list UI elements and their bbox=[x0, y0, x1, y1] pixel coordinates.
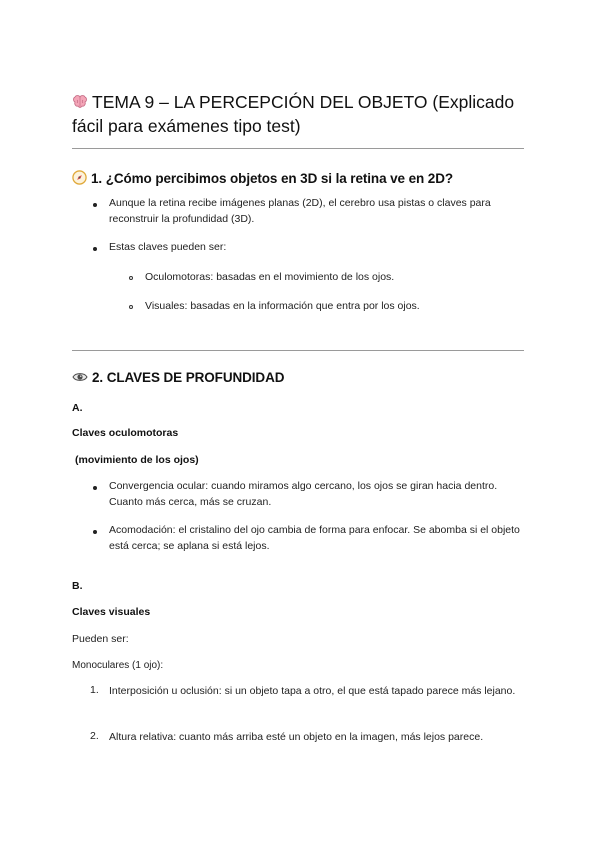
section2-a-label: A. bbox=[72, 402, 83, 414]
section1-heading bbox=[72, 168, 453, 186]
section2-a-subtitle: (movimiento de los ojos) bbox=[75, 454, 199, 466]
page-title-text: TEMA 9 – LA PERCEPCIÓN DEL OBJETO (Explicado fácil para exámenes tipo test) bbox=[72, 92, 515, 136]
bullet-marker bbox=[93, 247, 97, 251]
brain-icon bbox=[72, 95, 88, 109]
bullet-marker bbox=[93, 486, 97, 490]
section2-heading-text: 2. CLAVES DE PROFUNDIDAD bbox=[92, 370, 285, 385]
section1-bullet-2: Estas claves pueden ser: bbox=[109, 241, 227, 253]
section2-a-bullet-1: Convergencia ocular: cuando miramos algo cercano, los ojos se giran hacia dentro. Cuanto más cerca, más se cruzan. bbox=[109, 480, 498, 508]
divider bbox=[72, 350, 524, 351]
eye-icon bbox=[72, 371, 88, 383]
compass-icon bbox=[72, 170, 87, 185]
section2-b-title: Claves visuales bbox=[72, 606, 151, 618]
divider bbox=[72, 148, 524, 149]
section1-bullet-1: Aunque la retina recibe imágenes planas (2D), el cerebro usa pistas o claves para reconstruir la profundidad (3D). bbox=[109, 197, 491, 225]
section2-a-bullet-2: Acomodación: el cristalino del ojo cambia de forma para enfocar. Se abomba si el objeto está cerca; se aplana si está lejos. bbox=[109, 524, 520, 552]
list-number: 1. bbox=[90, 684, 99, 696]
section1-subbullet-2: Visuales: basadas en la información que entra por los ojos. bbox=[145, 300, 420, 312]
section2-b-label: B. bbox=[72, 580, 83, 592]
section1-subbullet-1: Oculomotoras: basadas en el movimiento de los ojos. bbox=[145, 271, 395, 283]
list-number: 2. bbox=[90, 730, 99, 742]
section2-a-title: Claves oculomotoras bbox=[72, 427, 179, 439]
numbered-item-2: Altura relativa: cuanto más arriba esté un objeto en la imagen, más lejos parece. bbox=[109, 731, 484, 743]
page-title bbox=[72, 90, 542, 138]
monocular-label: Monoculares (1 ojo): bbox=[72, 660, 164, 671]
numbered-item-1: Interposición u oclusión: si un objeto tapa a otro, el que está tapado parece más lejano. bbox=[109, 685, 516, 697]
bullet-marker bbox=[93, 203, 97, 207]
sub-bullet-marker bbox=[129, 305, 133, 309]
sub-bullet-marker bbox=[129, 276, 133, 280]
section2-b-intro: Pueden ser: bbox=[72, 633, 129, 645]
bullet-marker bbox=[93, 530, 97, 534]
section1-heading-text: 1. ¿Cómo percibimos objetos en 3D si la retina ve en 2D? bbox=[91, 171, 453, 186]
section2-heading bbox=[72, 370, 284, 385]
